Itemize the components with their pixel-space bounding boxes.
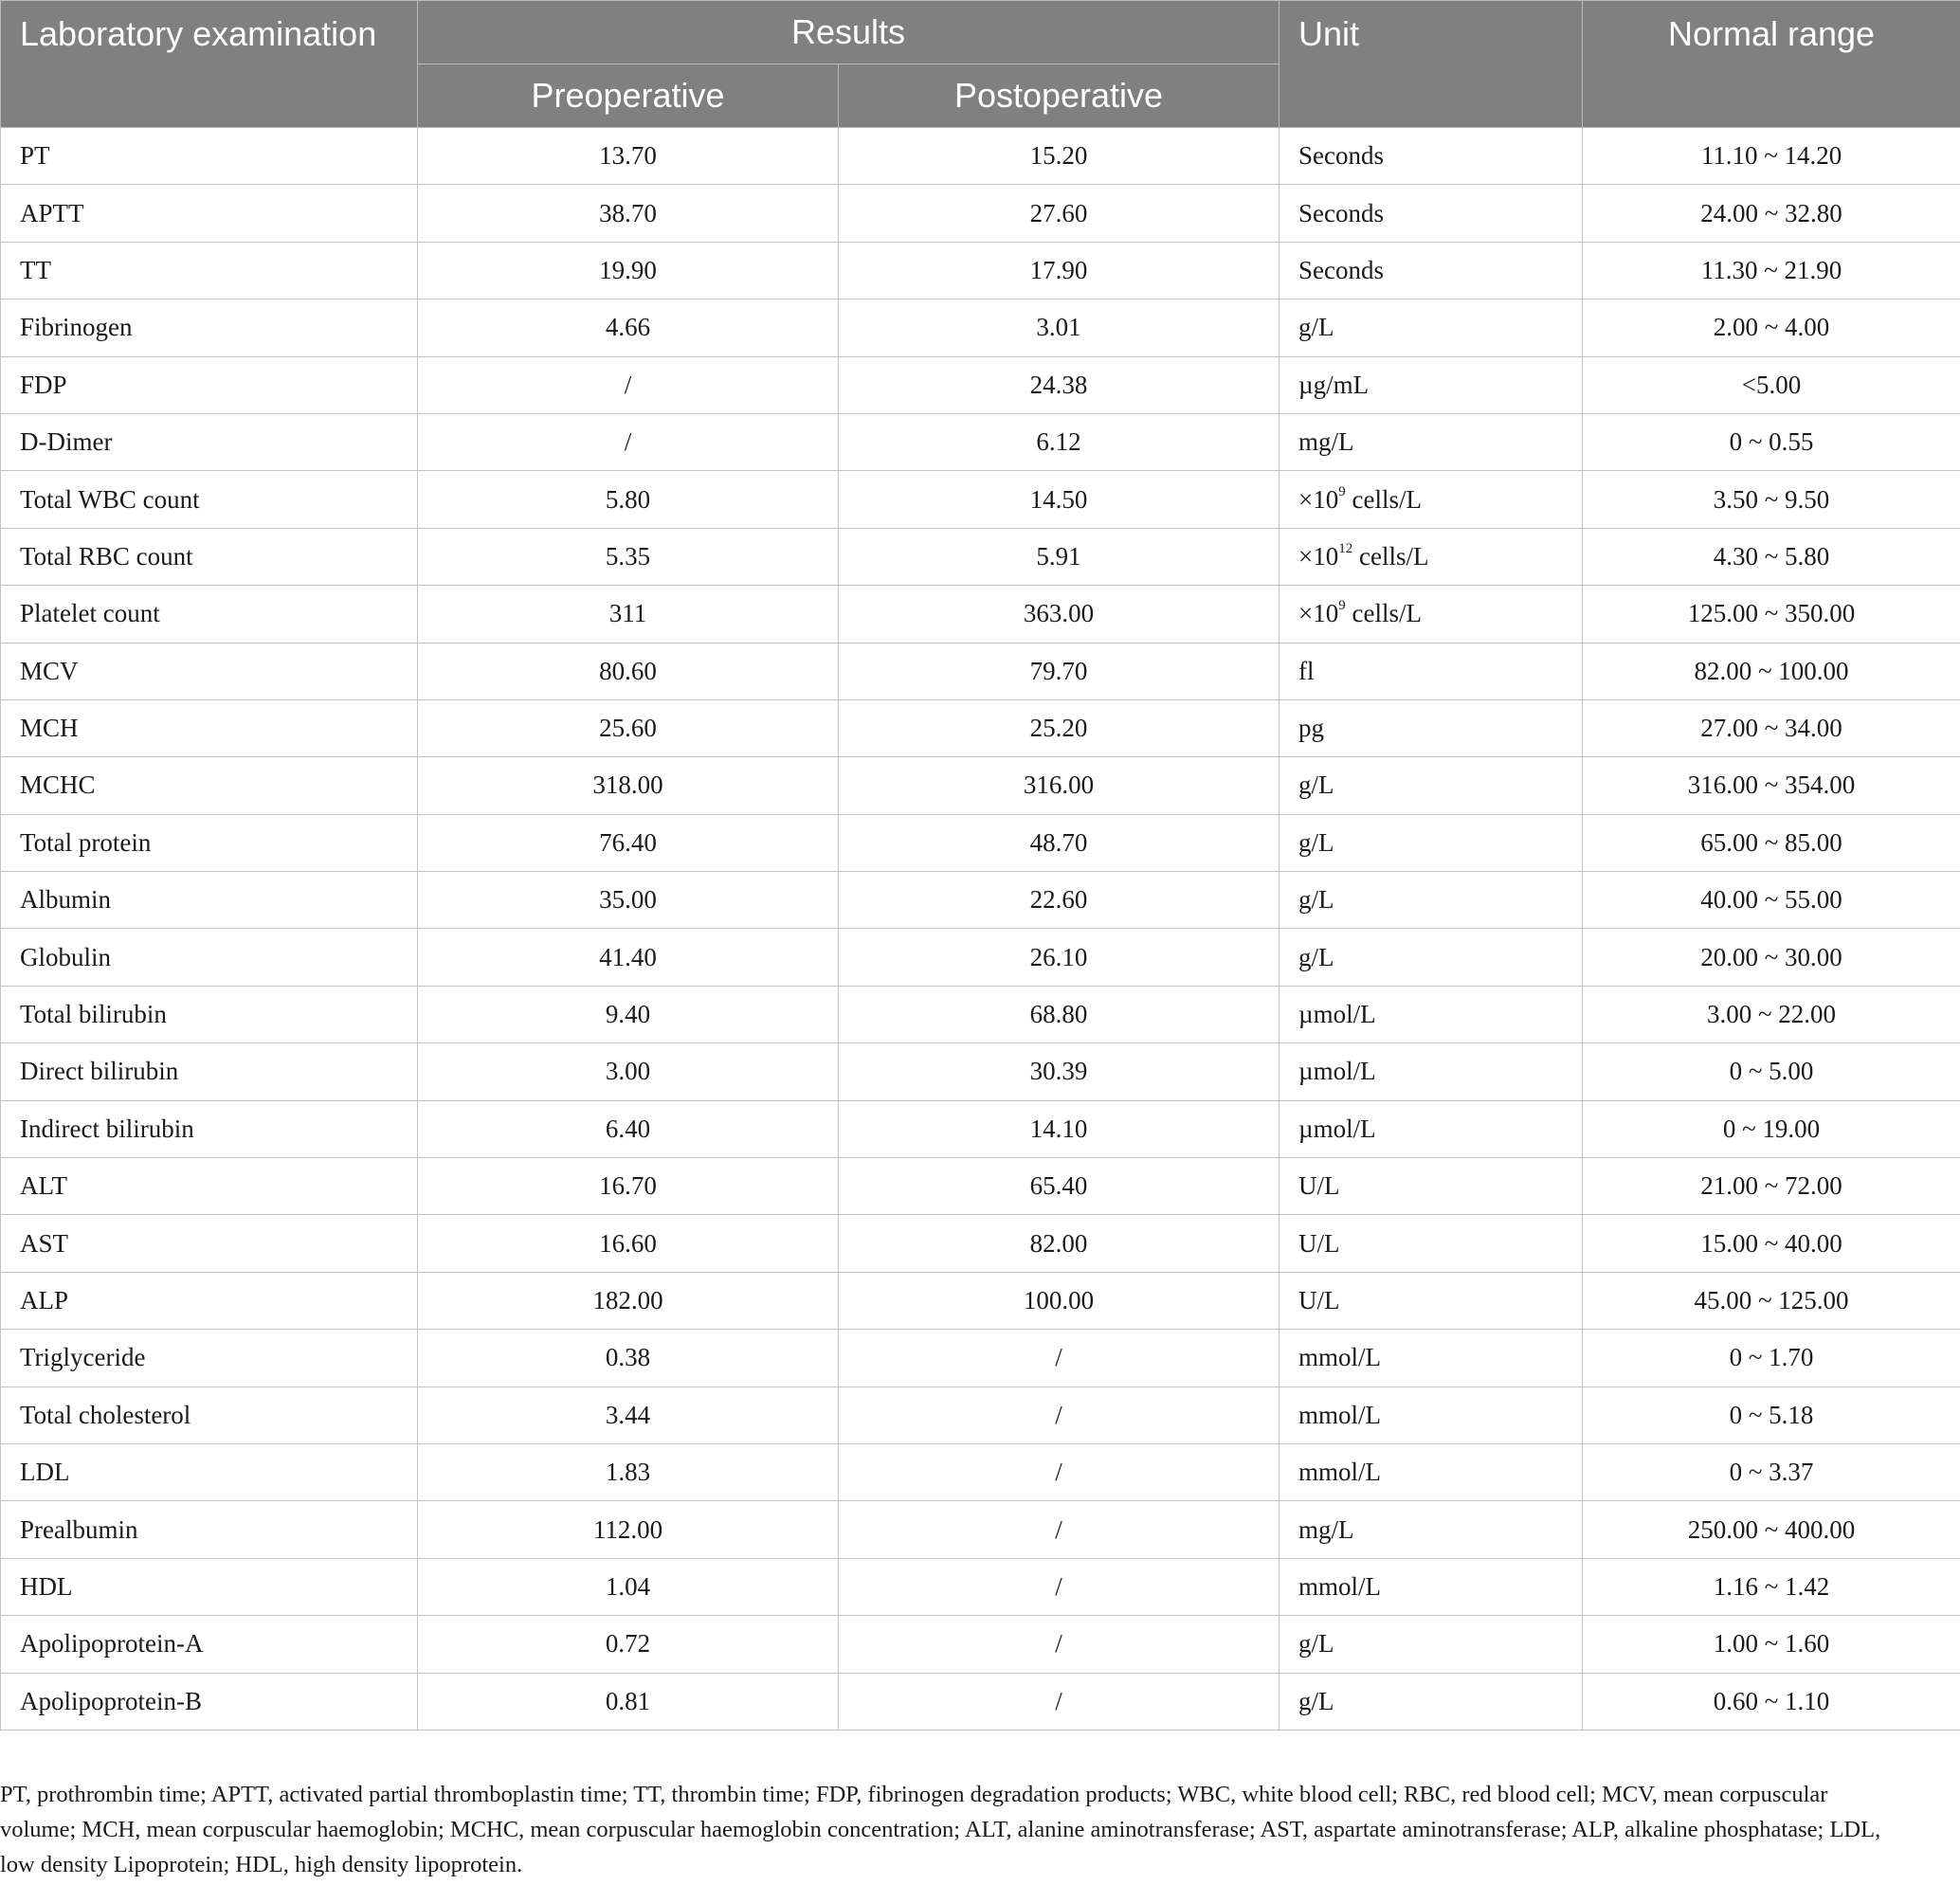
postoperative-cell: 79.70 bbox=[839, 643, 1279, 699]
postoperative-cell: 26.10 bbox=[839, 929, 1279, 986]
table-row bbox=[1, 299, 1960, 356]
table-header bbox=[1, 1, 1960, 128]
preoperative-cell: 19.90 bbox=[418, 242, 839, 299]
table-row bbox=[1, 1387, 1960, 1443]
normal-range-cell: 65.00 ~ 85.00 bbox=[1583, 814, 1960, 871]
unit-cell: mmol/L bbox=[1279, 1387, 1583, 1443]
normal-range-cell: <5.00 bbox=[1583, 356, 1960, 413]
postoperative-cell: 15.20 bbox=[839, 128, 1279, 185]
postoperative-cell: / bbox=[839, 1616, 1279, 1673]
preoperative-cell: 41.40 bbox=[418, 929, 839, 986]
postoperative-cell: 100.00 bbox=[839, 1272, 1279, 1329]
unit-exponent: 9 bbox=[1338, 483, 1346, 499]
normal-range-cell: 3.50 ~ 9.50 bbox=[1583, 471, 1960, 528]
postoperative-cell: 65.40 bbox=[839, 1158, 1279, 1215]
normal-range-cell: 20.00 ~ 30.00 bbox=[1583, 929, 1960, 986]
postoperative-cell: 316.00 bbox=[839, 757, 1279, 814]
preoperative-cell: 9.40 bbox=[418, 986, 839, 1042]
unit-cell: µg/mL bbox=[1279, 356, 1583, 413]
exam-name-cell: Fibrinogen bbox=[1, 299, 418, 356]
unit-cell: g/L bbox=[1279, 814, 1583, 871]
postoperative-cell: 22.60 bbox=[839, 872, 1279, 929]
normal-range-cell: 24.00 ~ 32.80 bbox=[1583, 185, 1960, 242]
unit-cell: pg bbox=[1279, 699, 1583, 756]
unit-cell: Seconds bbox=[1279, 242, 1583, 299]
header-preoperative: Preoperative bbox=[418, 64, 839, 128]
postoperative-cell: 14.10 bbox=[839, 1100, 1279, 1157]
preoperative-cell: 4.66 bbox=[418, 299, 839, 356]
unit-cell: g/L bbox=[1279, 1616, 1583, 1673]
normal-range-cell: 0 ~ 0.55 bbox=[1583, 413, 1960, 470]
normal-range-cell: 15.00 ~ 40.00 bbox=[1583, 1215, 1960, 1272]
preoperative-cell: 0.72 bbox=[418, 1616, 839, 1673]
unit-cell: mg/L bbox=[1279, 1501, 1583, 1558]
preoperative-cell: 1.04 bbox=[418, 1558, 839, 1615]
exam-name-cell: Platelet count bbox=[1, 586, 418, 643]
postoperative-cell: 5.91 bbox=[839, 528, 1279, 585]
postoperative-cell: 27.60 bbox=[839, 185, 1279, 242]
table-row bbox=[1, 1043, 1960, 1100]
unit-cell: U/L bbox=[1279, 1215, 1583, 1272]
table-row bbox=[1, 643, 1960, 699]
table-row bbox=[1, 356, 1960, 413]
exam-name-cell: D-Dimer bbox=[1, 413, 418, 470]
table-row bbox=[1, 128, 1960, 185]
postoperative-cell: / bbox=[839, 1558, 1279, 1615]
preoperative-cell: 0.81 bbox=[418, 1673, 839, 1730]
table-body bbox=[1, 128, 1960, 1731]
preoperative-cell: 76.40 bbox=[418, 814, 839, 871]
exam-name-cell: LDL bbox=[1, 1443, 418, 1500]
unit-cell: g/L bbox=[1279, 929, 1583, 986]
unit-prefix: ×10 bbox=[1298, 599, 1339, 628]
table-row bbox=[1, 1558, 1960, 1615]
unit-cell: g/L bbox=[1279, 1673, 1583, 1730]
unit-prefix: ×10 bbox=[1298, 541, 1339, 571]
exam-name-cell: MCH bbox=[1, 699, 418, 756]
preoperative-cell: 5.35 bbox=[418, 528, 839, 585]
preoperative-cell: 16.70 bbox=[418, 1158, 839, 1215]
preoperative-cell: 25.60 bbox=[418, 699, 839, 756]
unit-cell: mmol/L bbox=[1279, 1443, 1583, 1500]
header-normal-range: Normal range bbox=[1583, 1, 1960, 128]
normal-range-cell: 316.00 ~ 354.00 bbox=[1583, 757, 1960, 814]
normal-range-cell: 0 ~ 1.70 bbox=[1583, 1330, 1960, 1387]
table-row bbox=[1, 814, 1960, 871]
unit-prefix: ×10 bbox=[1298, 484, 1339, 514]
unit-cell: U/L bbox=[1279, 1272, 1583, 1329]
preoperative-cell: 80.60 bbox=[418, 643, 839, 699]
table-row bbox=[1, 1616, 1960, 1673]
exam-name-cell: Albumin bbox=[1, 872, 418, 929]
exam-name-cell: FDP bbox=[1, 356, 418, 413]
header-postoperative: Postoperative bbox=[839, 64, 1279, 128]
preoperative-cell: 1.83 bbox=[418, 1443, 839, 1500]
normal-range-cell: 0 ~ 5.18 bbox=[1583, 1387, 1960, 1443]
table-row bbox=[1, 929, 1960, 986]
exam-name-cell: Total cholesterol bbox=[1, 1387, 418, 1443]
table-footnote: PT, prothrombin time; APTT, activated partial thromboplastin time; TT, thrombin time; FDP, fibrinogen degradation products; WBC, white blood cell; RBC, red blood cell; MCV, mean corpuscular volume; MCH, mean corpuscular haemoglobin; MCHC, mean corpuscular haemoglobin concentration; ALT, alanine aminotransferase; AST, aspartate aminotransferase; ALP, alkaline phosphatase; LDL, low density Lipoprotein; HDL, high density lipoprotein. bbox=[0, 1782, 1881, 1877]
postoperative-cell: / bbox=[839, 1443, 1279, 1500]
table-row bbox=[1, 586, 1960, 643]
unit-cell: µmol/L bbox=[1279, 1043, 1583, 1100]
postoperative-cell: 30.39 bbox=[839, 1043, 1279, 1100]
table-row bbox=[1, 1272, 1960, 1329]
preoperative-cell: 182.00 bbox=[418, 1272, 839, 1329]
table-row bbox=[1, 413, 1960, 470]
normal-range-cell: 45.00 ~ 125.00 bbox=[1583, 1272, 1960, 1329]
unit-cell: fl bbox=[1279, 643, 1583, 699]
unit-cell: µmol/L bbox=[1279, 986, 1583, 1042]
preoperative-cell: 6.40 bbox=[418, 1100, 839, 1157]
exam-name-cell: MCV bbox=[1, 643, 418, 699]
exam-name-cell: Globulin bbox=[1, 929, 418, 986]
exam-name-cell: APTT bbox=[1, 185, 418, 242]
unit-cell: g/L bbox=[1279, 299, 1583, 356]
postoperative-cell: 48.70 bbox=[839, 814, 1279, 871]
header-results: Results bbox=[418, 1, 1279, 64]
table-row bbox=[1, 757, 1960, 814]
header-unit: Unit bbox=[1279, 1, 1583, 128]
postoperative-cell: 6.12 bbox=[839, 413, 1279, 470]
unit-cell: mmol/L bbox=[1279, 1558, 1583, 1615]
postoperative-cell: / bbox=[839, 1330, 1279, 1387]
unit-cell bbox=[1279, 471, 1583, 528]
exam-name-cell: Apolipoprotein-A bbox=[1, 1616, 418, 1673]
unit-cell: Seconds bbox=[1279, 128, 1583, 185]
preoperative-cell: 112.00 bbox=[418, 1501, 839, 1558]
postoperative-cell: / bbox=[839, 1501, 1279, 1558]
preoperative-cell: 13.70 bbox=[418, 128, 839, 185]
table-row bbox=[1, 872, 1960, 929]
preoperative-cell: 0.38 bbox=[418, 1330, 839, 1387]
exam-name-cell: Apolipoprotein-B bbox=[1, 1673, 418, 1730]
exam-name-cell: Prealbumin bbox=[1, 1501, 418, 1558]
header-laboratory-examination: Laboratory examination bbox=[1, 1, 418, 128]
normal-range-cell: 0 ~ 5.00 bbox=[1583, 1043, 1960, 1100]
normal-range-cell: 40.00 ~ 55.00 bbox=[1583, 872, 1960, 929]
table-row bbox=[1, 471, 1960, 528]
unit-suffix: cells/L bbox=[1345, 484, 1422, 514]
unit-exponent: 9 bbox=[1338, 598, 1346, 614]
table-row bbox=[1, 1443, 1960, 1500]
preoperative-cell: 318.00 bbox=[418, 757, 839, 814]
normal-range-cell: 21.00 ~ 72.00 bbox=[1583, 1158, 1960, 1215]
exam-name-cell: TT bbox=[1, 242, 418, 299]
normal-range-cell: 4.30 ~ 5.80 bbox=[1583, 528, 1960, 585]
table-row bbox=[1, 699, 1960, 756]
preoperative-cell: 311 bbox=[418, 586, 839, 643]
normal-range-cell: 0 ~ 19.00 bbox=[1583, 1100, 1960, 1157]
unit-cell: mg/L bbox=[1279, 413, 1583, 470]
unit-exponent: 12 bbox=[1338, 540, 1353, 556]
postoperative-cell: 68.80 bbox=[839, 986, 1279, 1042]
unit-cell bbox=[1279, 528, 1583, 585]
preoperative-cell: 3.44 bbox=[418, 1387, 839, 1443]
normal-range-cell: 250.00 ~ 400.00 bbox=[1583, 1501, 1960, 1558]
table-row bbox=[1, 1100, 1960, 1157]
normal-range-cell: 125.00 ~ 350.00 bbox=[1583, 586, 1960, 643]
table-row bbox=[1, 1501, 1960, 1558]
postoperative-cell: 82.00 bbox=[839, 1215, 1279, 1272]
unit-cell: mmol/L bbox=[1279, 1330, 1583, 1387]
table-row bbox=[1, 528, 1960, 585]
exam-name-cell: Total WBC count bbox=[1, 471, 418, 528]
normal-range-cell: 27.00 ~ 34.00 bbox=[1583, 699, 1960, 756]
unit-cell: Seconds bbox=[1279, 185, 1583, 242]
normal-range-cell: 1.16 ~ 1.42 bbox=[1583, 1558, 1960, 1615]
normal-range-cell: 11.10 ~ 14.20 bbox=[1583, 128, 1960, 185]
preoperative-cell: 16.60 bbox=[418, 1215, 839, 1272]
exam-name-cell: ALP bbox=[1, 1272, 418, 1329]
exam-name-cell: Total protein bbox=[1, 814, 418, 871]
postoperative-cell: 14.50 bbox=[839, 471, 1279, 528]
table-row bbox=[1, 986, 1960, 1042]
normal-range-cell: 0 ~ 3.37 bbox=[1583, 1443, 1960, 1500]
postoperative-cell: 363.00 bbox=[839, 586, 1279, 643]
postoperative-cell: 25.20 bbox=[839, 699, 1279, 756]
table-row bbox=[1, 1330, 1960, 1387]
preoperative-cell: 38.70 bbox=[418, 185, 839, 242]
exam-name-cell: Total bilirubin bbox=[1, 986, 418, 1042]
normal-range-cell: 0.60 ~ 1.10 bbox=[1583, 1673, 1960, 1730]
table-row bbox=[1, 1673, 1960, 1730]
preoperative-cell: / bbox=[418, 413, 839, 470]
unit-cell: g/L bbox=[1279, 872, 1583, 929]
postoperative-cell: 17.90 bbox=[839, 242, 1279, 299]
preoperative-cell: 35.00 bbox=[418, 872, 839, 929]
exam-name-cell: ALT bbox=[1, 1158, 418, 1215]
exam-name-cell: Direct bilirubin bbox=[1, 1043, 418, 1100]
normal-range-cell: 82.00 ~ 100.00 bbox=[1583, 643, 1960, 699]
table-row bbox=[1, 185, 1960, 242]
unit-cell: µmol/L bbox=[1279, 1100, 1583, 1157]
postoperative-cell: / bbox=[839, 1387, 1279, 1443]
unit-cell: U/L bbox=[1279, 1158, 1583, 1215]
table-row bbox=[1, 1215, 1960, 1272]
normal-range-cell: 1.00 ~ 1.60 bbox=[1583, 1616, 1960, 1673]
preoperative-cell: 3.00 bbox=[418, 1043, 839, 1100]
exam-name-cell: PT bbox=[1, 128, 418, 185]
exam-name-cell: Triglyceride bbox=[1, 1330, 418, 1387]
unit-suffix: cells/L bbox=[1352, 541, 1429, 571]
unit-cell: g/L bbox=[1279, 757, 1583, 814]
postoperative-cell: / bbox=[839, 1673, 1279, 1730]
exam-name-cell: HDL bbox=[1, 1558, 418, 1615]
postoperative-cell: 24.38 bbox=[839, 356, 1279, 413]
exam-name-cell: MCHC bbox=[1, 757, 418, 814]
normal-range-cell: 2.00 ~ 4.00 bbox=[1583, 299, 1960, 356]
preoperative-cell: 5.80 bbox=[418, 471, 839, 528]
exam-name-cell: AST bbox=[1, 1215, 418, 1272]
normal-range-cell: 11.30 ~ 21.90 bbox=[1583, 242, 1960, 299]
table-row bbox=[1, 242, 1960, 299]
exam-name-cell: Total RBC count bbox=[1, 528, 418, 585]
normal-range-cell: 3.00 ~ 22.00 bbox=[1583, 986, 1960, 1042]
unit-cell bbox=[1279, 586, 1583, 643]
unit-suffix: cells/L bbox=[1345, 599, 1422, 628]
exam-name-cell: Indirect bilirubin bbox=[1, 1100, 418, 1157]
preoperative-cell: / bbox=[418, 356, 839, 413]
table-row bbox=[1, 1158, 1960, 1215]
postoperative-cell: 3.01 bbox=[839, 299, 1279, 356]
